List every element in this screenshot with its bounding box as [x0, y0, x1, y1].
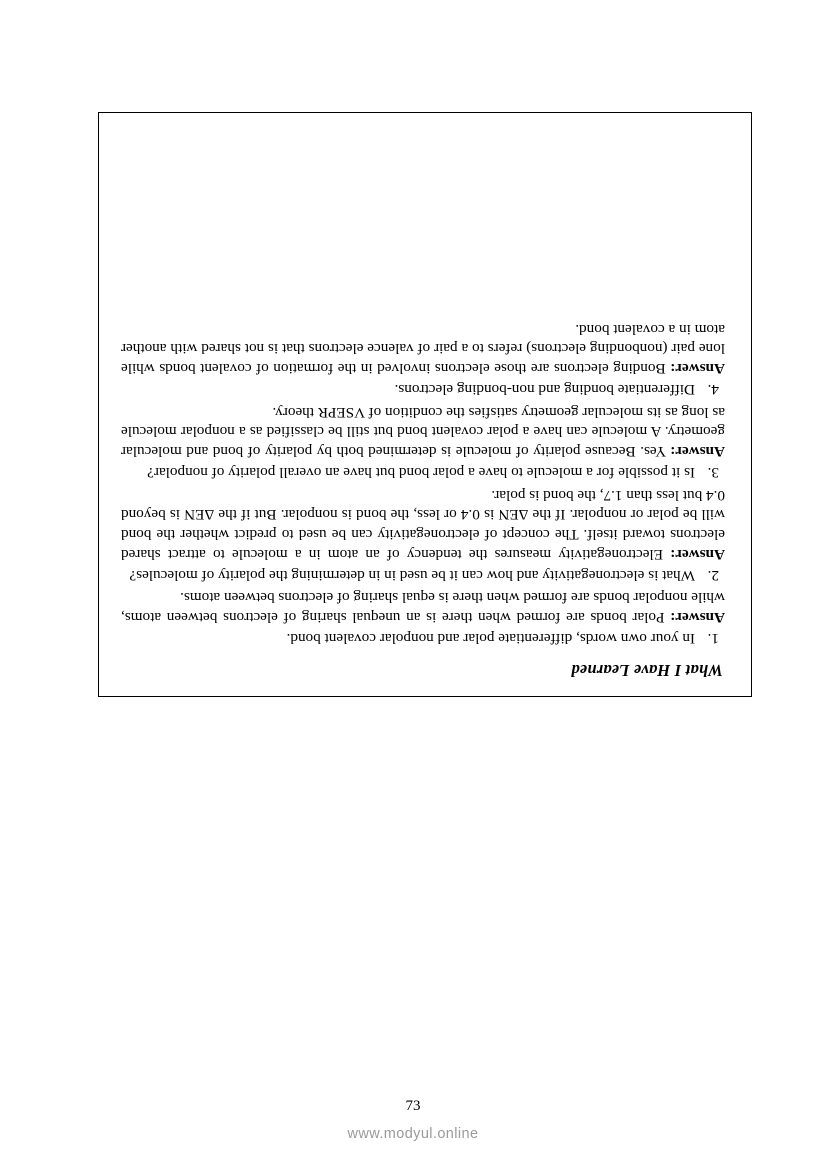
watermark: www.modyul.online [347, 1126, 479, 1142]
answer-label: Answer: [670, 360, 725, 378]
answer-text: Electronegativity measures the tendency of an atom in a molecule to attract shared electrons toward itself. The concept of electronegativity can be used to predict whether the bond will be polar or nonpolar. If the ΔEN is 0.4 or less, the bond is nonpolar. But if the ΔEN is beyond 0.4 but less than 1.7, the bond is polar. [121, 486, 725, 563]
answer-block [121, 319, 725, 378]
answer-block [121, 402, 725, 461]
answer-text: Polar bonds are formed when there is an unequal sharing of electrons between atoms, while nonpolar bonds are formed when there is equal sharing of electrons between atoms. [121, 589, 725, 627]
answer-text: Bonding electrons are those electrons involved in the formation of covalent bonds while lone pair (nonbonding electrons) refers to a pair of valence electrons that is not shared with another atom in a covalent bond. [121, 320, 725, 378]
question-number: 1. [707, 630, 719, 647]
page-number: 73 [405, 1098, 421, 1114]
answer-block [121, 485, 725, 564]
question-number: 2. [707, 566, 719, 584]
content-box [98, 112, 752, 697]
list-item [121, 628, 725, 648]
question-number: 4. [707, 381, 719, 398]
question-text: What is electronegativity and how can it be used in in determining the polarity of molecules? [129, 566, 695, 584]
answer-label: Answer: [670, 443, 725, 461]
question-number: 3. [707, 464, 719, 481]
answer-block [121, 588, 725, 628]
answer-label: Answer: [670, 609, 725, 627]
section-title: What I Have Learned [571, 661, 723, 680]
answer-label: Answer: [670, 546, 725, 563]
question-text: Differentiate bonding and non-bonding electrons. [394, 381, 695, 398]
question-text: Is it possible for a molecule to have a polar bond but have an overall polarity of nonpolar? [147, 464, 695, 481]
page-content [99, 113, 751, 696]
answer-text: Yes. Because polarity of molecule is determined both by polarity of bond and molecular geometry. A molecule can have a polar covalent bond but still be classified as a nonpolar molecule as long as its molecular geometry satisfies the condition of VSEPR theory. [120, 403, 725, 461]
list-item [121, 462, 725, 482]
list-item [121, 565, 725, 585]
list-item [121, 379, 725, 399]
question-text: In your own words, differentiate polar and nonpolar covalent bond. [286, 630, 695, 647]
